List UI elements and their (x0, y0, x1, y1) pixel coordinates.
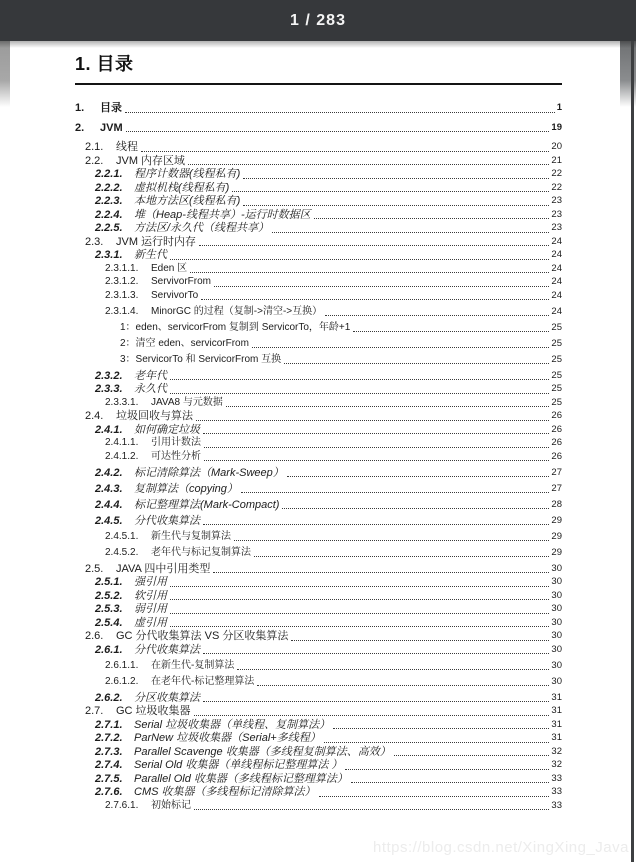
toc-entry-page: 24 (551, 276, 562, 287)
toc-entry[interactable] (75, 467, 562, 480)
toc-entry-page: 30 (551, 603, 562, 614)
dot-leader (241, 492, 550, 493)
toc-entry-number: 2.4.1. (95, 423, 123, 436)
toc-entry-page: 32 (551, 759, 562, 770)
toc-entry-title: JAVA 四中引用类型 (116, 562, 211, 575)
toc-entry[interactable] (75, 563, 562, 576)
dot-leader (201, 299, 549, 300)
toc-entry[interactable] (75, 719, 562, 732)
toc-entry-number: 2.7.6. (95, 786, 123, 798)
toc-entry-title: 引用计数法 (151, 437, 201, 448)
toc-entry-number: 2.3.3.1. (105, 396, 139, 408)
toc-entry-page: 30 (551, 630, 562, 641)
toc-entry-title: 本地方法区(线程私有) (134, 195, 241, 207)
toc-entry[interactable] (75, 603, 562, 616)
toc-entry-title: 强引用 (134, 576, 167, 588)
toc-entry-title: 分代收集算法 (134, 514, 200, 527)
toc-entry-page: 29 (551, 546, 562, 558)
toc-entry-page: 30 (551, 562, 562, 574)
toc-entry[interactable] (75, 141, 562, 154)
toc-entry[interactable] (75, 630, 562, 643)
toc-entry-number: 1. (75, 102, 85, 114)
toc-entry-number: 2.4.5.1. (105, 530, 139, 542)
toc-entry-number: 2.2.2. (95, 181, 123, 194)
toc-entry-number: 2.5. (85, 562, 104, 575)
dot-leader (291, 640, 549, 641)
dot-leader (324, 742, 550, 743)
toc-entry-title: 老年代 (134, 369, 167, 382)
toc-entry-number: 2.1. (85, 141, 104, 153)
toc-entry-title: 堆（Heap-线程共享）-运行时数据区 (134, 208, 311, 221)
toc-entry-title: 虚拟机栈(线程私有) (134, 181, 230, 194)
toc-entry-number: 2.5.3. (95, 603, 123, 615)
watermark-url: https://blog.csdn.net/XingXing_Java (373, 839, 629, 856)
toc-entry-page: 19 (551, 121, 562, 133)
dot-leader (203, 701, 549, 702)
toc-entry[interactable] (75, 168, 562, 181)
toc-entry-page: 30 (551, 675, 562, 687)
toc-entry-title: 新生代 (134, 249, 167, 261)
toc-entry[interactable] (75, 209, 562, 222)
toc-entry[interactable] (75, 102, 562, 115)
toolbar-shadow (0, 41, 636, 48)
toc-entry-number: 2.4. (85, 410, 104, 422)
toc-entry[interactable] (75, 576, 562, 589)
dot-leader (237, 669, 549, 670)
toc-entry[interactable] (75, 759, 562, 772)
toc-entry-page: 24 (551, 249, 562, 260)
toc-entry-title: 分区收集算法 (134, 691, 200, 704)
toc-entry-title: Parallel Scavenge 收集器（多线程复制算法、高效） (134, 745, 391, 758)
toc-entry-page: 31 (551, 718, 562, 730)
toc-entry-page: 32 (551, 745, 562, 757)
toc-entry-title: 初始标记 (151, 799, 191, 811)
toc-entry[interactable] (75, 290, 562, 303)
dot-leader (232, 191, 549, 192)
toc-entry-number: 2.3.1. (95, 249, 123, 261)
toc-entry-title: 软引用 (134, 589, 167, 602)
toc-entry-number: 2.7.2. (95, 732, 123, 744)
toc-entry[interactable] (75, 182, 562, 195)
toc-entry-title: Eden 区 (151, 262, 188, 274)
toc-entry-number: 2. (75, 121, 85, 134)
toc-entry-title: 复制算法（copying） (134, 482, 238, 495)
dot-leader (351, 782, 550, 783)
toc-entry-number: 2.7.1. (95, 718, 123, 731)
toc-entry-page: 30 (551, 659, 562, 671)
toc-entry-title: 虚引用 (134, 616, 167, 629)
toc-entry-number: 2.3.3. (95, 383, 123, 395)
toc-entry-page: 25 (551, 353, 562, 365)
toc-entry[interactable] (75, 773, 562, 786)
toc-entry-title: 目录 (100, 102, 122, 114)
toc-entry-title: 弱引用 (134, 603, 167, 615)
toc-entry[interactable] (75, 338, 562, 351)
toc-entry-page: 25 (551, 369, 562, 381)
toc-entry[interactable] (75, 424, 562, 437)
toc-entry-number: 2.4.2. (95, 466, 123, 479)
toc-entry-title: ParNew 垃圾收集器（Serial+多线程） (134, 732, 321, 744)
dot-leader (333, 728, 549, 729)
toc-entry-number: 2.7.3. (95, 745, 123, 758)
dot-leader (325, 315, 549, 316)
dot-leader (272, 232, 549, 233)
toc-entry[interactable] (75, 483, 562, 496)
toc-entry-page: 23 (551, 222, 562, 233)
toc-entry-title: GC 分代收集算法 VS 分区收集算法 (116, 630, 289, 642)
toc-entry-number: 2.6.1.2. (105, 675, 139, 687)
dot-leader (252, 347, 550, 348)
toc-entry-title: MinorGC 的过程（复制->清空->互换） (151, 305, 323, 317)
toc-entry-title: 程序计数器(线程私有) (134, 168, 241, 180)
scrollbar-track-edge[interactable] (631, 41, 634, 862)
dot-leader (353, 331, 549, 332)
toc-entry-page: 31 (551, 732, 562, 743)
toc-entry[interactable] (75, 263, 562, 276)
toc-entry[interactable] (75, 590, 562, 603)
toc-entry[interactable] (75, 354, 562, 367)
toc-entry-title: JVM 运行时内存 (116, 235, 197, 248)
toc-entry-number: 2.4.1.2. (105, 450, 139, 462)
dot-leader (194, 809, 549, 810)
dot-leader (203, 433, 549, 434)
dot-leader (287, 476, 550, 477)
dot-leader (203, 653, 549, 654)
toc-entry[interactable] (75, 676, 562, 689)
toc-entry-page: 33 (551, 799, 562, 811)
toc-entry-number: 2.3.1.3. (105, 289, 139, 301)
dot-leader (282, 508, 549, 509)
dot-leader (203, 524, 549, 525)
toc-entry-page: 22 (551, 181, 562, 193)
toc-entry-number: 2.3. (85, 235, 104, 248)
toc-entry[interactable] (75, 531, 562, 544)
dot-leader (126, 131, 550, 132)
toc-entry-page: 30 (551, 616, 562, 628)
toc-entry-title: 线程 (116, 141, 138, 153)
toc-entry-number: 2.2.5. (95, 222, 123, 234)
toc-entry[interactable] (75, 617, 562, 630)
toc-entry-page: 29 (551, 530, 562, 542)
toc-entry[interactable] (75, 515, 562, 528)
toc-entry-title: 方法区/永久代（线程共享） (134, 222, 270, 234)
toc-entry-page: 30 (551, 589, 562, 601)
toc-entry-number: 2.2.4. (95, 208, 123, 221)
toc-entry-page: 30 (551, 643, 562, 655)
toc-entry-page: 24 (551, 262, 562, 274)
toc-entry-title: JVM 内存区域 (116, 154, 186, 167)
toc-entry-page: 27 (551, 482, 562, 494)
toc-entry-title: 老年代与标记复制算法 (151, 546, 251, 558)
toc-entry-page: 28 (551, 498, 562, 510)
toc-entry[interactable] (75, 692, 562, 705)
toc-entry-title: ServivorFrom (151, 276, 212, 287)
toc-entry-number: 2.4.5.2. (105, 546, 139, 558)
toc-entry-title: 1：eden、servicorFrom 复制到 ServicorTo，年龄+1 (120, 321, 351, 333)
dot-leader (188, 164, 549, 165)
toc-entry-page: 21 (551, 154, 562, 166)
toc-entry-page: 30 (551, 576, 562, 587)
toc-entry-number: 2.7. (85, 705, 104, 717)
toc-entry-title: Serial 垃圾收集器（单线程、复制算法） (134, 718, 331, 731)
toc-entry-number: 2.4.4. (95, 498, 123, 511)
dot-leader (314, 218, 550, 219)
toc-entry-number: 2.5.4. (95, 616, 123, 629)
dot-leader (213, 572, 549, 573)
toc-entry[interactable] (75, 746, 562, 759)
toc-entry[interactable] (75, 155, 562, 168)
toc-entry-number: 2.6.2. (95, 691, 123, 704)
toc-entry-page: 27 (551, 466, 562, 478)
dot-leader (199, 245, 549, 246)
dot-leader (214, 286, 549, 287)
toc-entry[interactable] (75, 222, 562, 235)
dot-leader (234, 540, 549, 541)
toc-entry-title: 在新生代-复制算法 (151, 659, 235, 671)
toc-entry[interactable] (75, 306, 562, 319)
toc-entry-number: 2.6.1. (95, 643, 123, 656)
dot-leader (243, 205, 549, 206)
dot-leader (204, 447, 549, 448)
toc-entry[interactable] (75, 410, 562, 423)
toc-entry-title: 如何确定垃圾 (134, 423, 200, 436)
toc-entry-page: 24 (551, 289, 562, 301)
toc-entry[interactable] (75, 437, 562, 450)
dot-leader (394, 755, 550, 756)
toc-entry-number: 2.6. (85, 630, 104, 642)
dot-leader (141, 151, 549, 152)
toc-entry-page: 31 (551, 691, 562, 703)
toc-entry-title: 永久代 (134, 383, 167, 395)
toc-entry-number: 2.2.3. (95, 195, 123, 207)
toc-entry[interactable] (75, 547, 562, 560)
toc-entry[interactable] (75, 322, 562, 335)
toc-entry-number: 2.3.1.4. (105, 305, 139, 317)
dot-leader (170, 613, 549, 614)
toc-entry[interactable] (75, 370, 562, 383)
toc-entry-title: JVM (100, 121, 123, 134)
toc-entry-page: 29 (551, 514, 562, 526)
toc-entry-page: 26 (551, 410, 562, 421)
toc-entry-number: 2.4.3. (95, 482, 123, 495)
dot-leader (254, 556, 549, 557)
toc-entry[interactable] (75, 499, 562, 512)
toc-entry-page: 23 (551, 195, 562, 206)
dot-leader (170, 626, 549, 627)
page-indicator: 1 / 283 (290, 11, 346, 29)
toc-entry-title: 2：清空 eden、servicorFrom (120, 337, 249, 349)
toc-entry[interactable] (75, 122, 562, 135)
toc-entry-title: 标记整理算法(Mark-Compact) (134, 498, 280, 511)
toc-entry-title: CMS 收集器（多线程标记清除算法） (134, 786, 316, 798)
toc-entry[interactable] (75, 705, 562, 718)
toc-entry-number: 2.7.5. (95, 772, 123, 785)
toc-entry-number: 2.6.1.1. (105, 659, 139, 671)
dot-leader (204, 460, 549, 461)
dot-leader (284, 363, 549, 364)
toc-entry[interactable] (75, 195, 562, 208)
dot-leader (257, 685, 549, 686)
toc-entry-title: GC 垃圾收集器 (116, 705, 191, 717)
toc-entry-title: 可达性分析 (151, 450, 201, 462)
toc-entry-page: 24 (551, 235, 562, 247)
toc-entry[interactable] (75, 660, 562, 673)
toc-entry-page: 33 (551, 772, 562, 784)
toc-entry[interactable] (75, 383, 562, 396)
page-edge-shadow-left (0, 41, 10, 107)
toc-entry-page: 25 (551, 383, 562, 394)
toc-entry[interactable] (75, 732, 562, 745)
toc-entry-title: JAVA8 与元数据 (151, 396, 223, 408)
toc-entry-page: 33 (551, 786, 562, 797)
toc-entry-title: 3：ServicorTo 和 ServicorFrom 互换 (120, 353, 282, 365)
toc-list (75, 102, 562, 812)
dot-leader (170, 586, 549, 587)
toc-entry-title: 标记清除算法（Mark-Sweep） (134, 466, 284, 479)
toc-entry-number: 2.2. (85, 154, 104, 167)
dot-leader (243, 178, 549, 179)
document-title: 1. 目录 (75, 50, 562, 85)
toc-entry-page: 20 (551, 141, 562, 152)
dot-leader (319, 796, 550, 797)
toc-entry-number: 2.7.4. (95, 759, 123, 771)
dot-leader (170, 599, 549, 600)
dot-leader (190, 272, 549, 273)
pdf-page (0, 41, 636, 862)
toc-entry[interactable] (75, 451, 562, 464)
toc-entry-page: 25 (551, 337, 562, 349)
dot-leader (125, 112, 555, 113)
dot-leader (345, 769, 549, 770)
toc-entry-number: 2.3.2. (95, 369, 123, 382)
toc-entry-title: 新生代与复制算法 (151, 530, 231, 542)
toc-entry[interactable] (75, 800, 562, 813)
toc-entry-title: 分代收集算法 (134, 643, 200, 656)
dot-leader (226, 406, 550, 407)
toc-entry[interactable] (75, 236, 562, 249)
dot-leader (196, 420, 549, 421)
toc-entry-number: 2.5.2. (95, 589, 123, 602)
toc-entry-page: 25 (551, 321, 562, 333)
toc-entry-number: 2.4.5. (95, 514, 123, 527)
toc-entry-number: 2.3.1.1. (105, 262, 139, 274)
toc-entry-number: 2.5.1. (95, 576, 123, 588)
toc-entry-title: 垃圾回收与算法 (116, 410, 193, 422)
toc-entry-page: 23 (551, 208, 562, 220)
toc-entry-title: Serial Old 收集器（单线程标记整理算法 ） (134, 759, 343, 771)
toc-entry-page: 22 (551, 168, 562, 179)
viewer-toolbar (0, 0, 636, 41)
toc-entry[interactable] (75, 644, 562, 657)
toc-entry[interactable] (75, 397, 562, 410)
toc-entry-page: 31 (551, 705, 562, 716)
dot-leader (194, 715, 550, 716)
toc-entry-title: 在老年代-标记整理算法 (151, 675, 255, 687)
toc-entry-number: 2.2.1. (95, 168, 123, 180)
toc-entry-title: ServivorTo (151, 289, 199, 301)
dot-leader (170, 393, 549, 394)
toc-entry-page: 26 (551, 450, 562, 462)
dot-leader (170, 379, 549, 380)
toc-entry-page: 25 (551, 396, 562, 408)
toc-entry-page: 26 (551, 437, 562, 448)
toc-entry-title: Parallel Old 收集器（多线程标记整理算法） (134, 772, 348, 785)
toc-entry-number: 2.4.1.1. (105, 437, 139, 448)
toc-entry-page: 26 (551, 423, 562, 435)
toc-entry-page: 1 (556, 102, 562, 113)
toc-entry[interactable] (75, 276, 562, 289)
toc-entry[interactable] (75, 249, 562, 262)
toc-entry-number: 2.3.1.2. (105, 276, 139, 287)
toc-entry-page: 24 (551, 305, 562, 317)
toc-entry-number: 2.7.6.1. (105, 799, 139, 811)
dot-leader (170, 259, 549, 260)
toc-entry[interactable] (75, 786, 562, 799)
